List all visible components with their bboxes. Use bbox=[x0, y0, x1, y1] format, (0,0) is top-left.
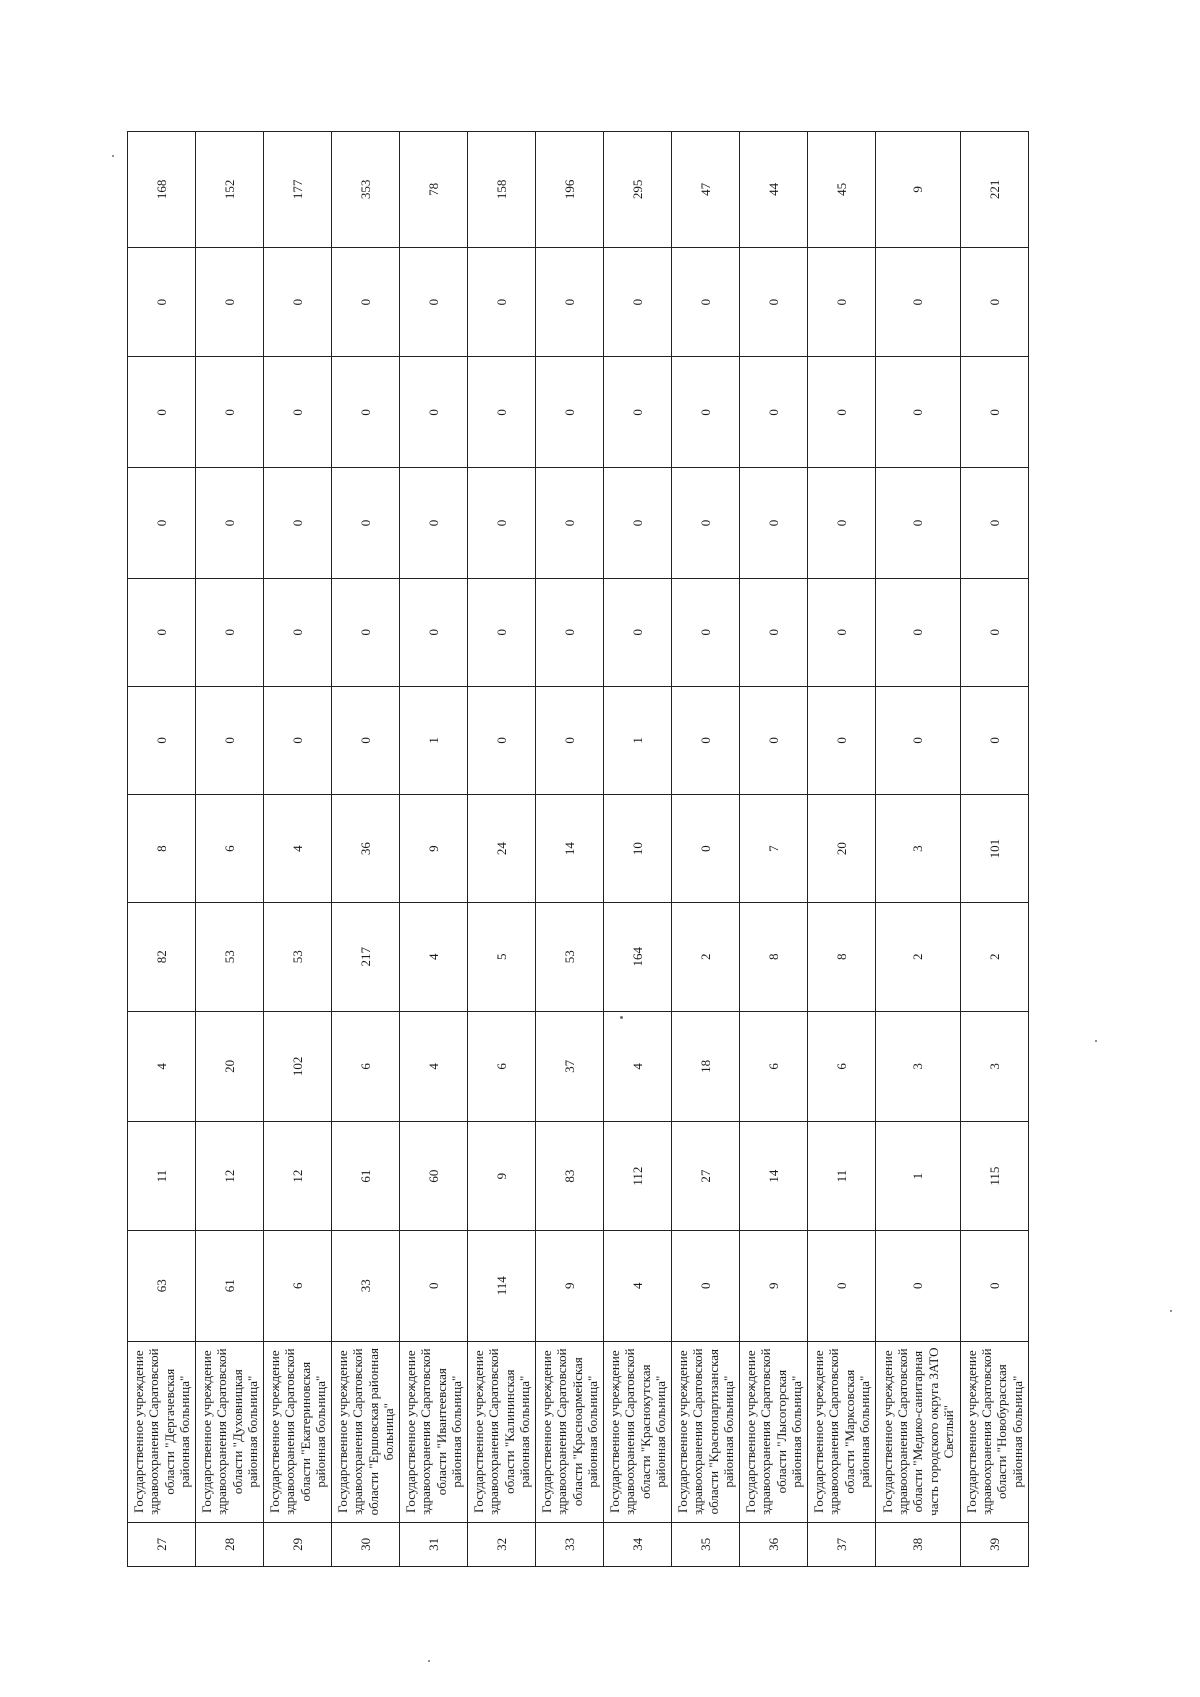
row-number-cell: 36 bbox=[740, 1522, 808, 1566]
row-number-cell: 32 bbox=[468, 1522, 536, 1566]
value-cell: 0 bbox=[876, 468, 961, 579]
value-cell: 0 bbox=[808, 686, 876, 795]
institution-name-cell: Государственное учреждение здравоохранения Саратовской области "Ивантеевская районная больница" bbox=[400, 1341, 468, 1522]
value-cell: 115 bbox=[960, 1122, 1028, 1231]
value-cell: 33 bbox=[332, 1230, 400, 1341]
institution-name-cell: Государственное учреждение здравоохранения Саратовской области "Новобурасская районная больница" bbox=[960, 1341, 1028, 1522]
value-cell: 0 bbox=[808, 1230, 876, 1341]
total-cell: 47 bbox=[672, 132, 740, 248]
row-number-cell: 38 bbox=[876, 1522, 961, 1566]
value-cell: 0 bbox=[332, 357, 400, 468]
row-number-cell: 27 bbox=[128, 1522, 196, 1566]
rotated-scanned-page bbox=[127, 131, 1029, 1567]
institution-name-cell: Государственное учреждение здравоохранения Саратовской области "Ершовская районная больница" bbox=[332, 1341, 400, 1522]
value-cell: 4 bbox=[128, 1011, 196, 1122]
table-row bbox=[264, 132, 332, 1567]
value-cell: 0 bbox=[672, 686, 740, 795]
value-cell: 0 bbox=[128, 247, 196, 357]
value-cell: 9 bbox=[468, 1122, 536, 1231]
value-cell: 0 bbox=[400, 247, 468, 357]
institution-name-cell: Государственное учреждение здравоохранения Саратовской области "Медико-санитарная часть городского округа ЗАТО Светлый" bbox=[876, 1341, 961, 1522]
value-cell: 60 bbox=[400, 1122, 468, 1231]
value-cell: 4 bbox=[264, 795, 332, 903]
value-cell: 0 bbox=[196, 468, 264, 579]
value-cell: 11 bbox=[808, 1122, 876, 1231]
value-cell: 164 bbox=[604, 902, 672, 1011]
row-number-cell: 28 bbox=[196, 1522, 264, 1566]
value-cell: 0 bbox=[876, 247, 961, 357]
value-cell: 0 bbox=[332, 578, 400, 686]
value-cell: 9 bbox=[400, 795, 468, 903]
value-cell: 0 bbox=[960, 1230, 1028, 1341]
value-cell: 2 bbox=[672, 902, 740, 1011]
value-cell: 53 bbox=[264, 902, 332, 1011]
value-cell: 0 bbox=[468, 357, 536, 468]
total-cell: 152 bbox=[196, 132, 264, 248]
value-cell: 6 bbox=[264, 1230, 332, 1341]
value-cell: 27 bbox=[672, 1122, 740, 1231]
value-cell: 2 bbox=[960, 902, 1028, 1011]
value-cell: 24 bbox=[468, 795, 536, 903]
value-cell: 0 bbox=[468, 247, 536, 357]
value-cell: 9 bbox=[536, 1230, 604, 1341]
value-cell: 4 bbox=[400, 902, 468, 1011]
value-cell: 10 bbox=[604, 795, 672, 903]
value-cell: 0 bbox=[604, 247, 672, 357]
value-cell: 83 bbox=[536, 1122, 604, 1231]
table-row bbox=[400, 132, 468, 1567]
value-cell: 0 bbox=[264, 468, 332, 579]
value-cell: 0 bbox=[808, 357, 876, 468]
value-cell: 12 bbox=[264, 1122, 332, 1231]
value-cell: 8 bbox=[128, 795, 196, 903]
value-cell: 1 bbox=[876, 1122, 961, 1231]
value-cell: 0 bbox=[400, 578, 468, 686]
value-cell: 0 bbox=[536, 686, 604, 795]
value-cell: 0 bbox=[740, 247, 808, 357]
total-cell: 78 bbox=[400, 132, 468, 248]
value-cell: 6 bbox=[196, 795, 264, 903]
scan-speck bbox=[112, 155, 114, 157]
institution-name-cell: Государственное учреждение здравоохранения Саратовской области "Лысогорская районная больница" bbox=[740, 1341, 808, 1522]
value-cell: 53 bbox=[536, 902, 604, 1011]
total-cell: 295 bbox=[604, 132, 672, 248]
institution-name-cell: Государственное учреждение здравоохранения Саратовской области "Краснокутская районная больница" bbox=[604, 1341, 672, 1522]
value-cell: 0 bbox=[960, 686, 1028, 795]
value-cell: 0 bbox=[128, 686, 196, 795]
value-cell: 6 bbox=[332, 1011, 400, 1122]
table-row bbox=[960, 132, 1028, 1567]
value-cell: 6 bbox=[808, 1011, 876, 1122]
total-cell: 353 bbox=[332, 132, 400, 248]
value-cell: 4 bbox=[604, 1230, 672, 1341]
value-cell: 0 bbox=[264, 686, 332, 795]
total-cell: 177 bbox=[264, 132, 332, 248]
scan-speck bbox=[1095, 1040, 1097, 1042]
value-cell: 5 bbox=[468, 902, 536, 1011]
scan-speck bbox=[1170, 1310, 1172, 1312]
value-cell: 0 bbox=[196, 247, 264, 357]
value-cell: 0 bbox=[740, 468, 808, 579]
value-cell: 0 bbox=[960, 357, 1028, 468]
value-cell: 0 bbox=[400, 1230, 468, 1341]
value-cell: 0 bbox=[536, 357, 604, 468]
value-cell: 217 bbox=[332, 902, 400, 1011]
value-cell: 82 bbox=[128, 902, 196, 1011]
row-number-cell: 39 bbox=[960, 1522, 1028, 1566]
value-cell: 18 bbox=[672, 1011, 740, 1122]
value-cell: 0 bbox=[400, 468, 468, 579]
table-row bbox=[672, 132, 740, 1567]
value-cell: 0 bbox=[960, 468, 1028, 579]
value-cell: 0 bbox=[332, 247, 400, 357]
value-cell: 0 bbox=[672, 357, 740, 468]
value-cell: 0 bbox=[876, 357, 961, 468]
row-number-cell: 37 bbox=[808, 1522, 876, 1566]
value-cell: 0 bbox=[960, 247, 1028, 357]
value-cell: 3 bbox=[876, 1011, 961, 1122]
value-cell: 2 bbox=[876, 902, 961, 1011]
value-cell: 0 bbox=[808, 578, 876, 686]
value-cell: 63 bbox=[128, 1230, 196, 1341]
total-cell: 196 bbox=[536, 132, 604, 248]
value-cell: 0 bbox=[960, 578, 1028, 686]
value-cell: 0 bbox=[468, 468, 536, 579]
institution-name-cell: Государственное учреждение здравоохранения Саратовской области "Краснопартизанская районная больница" bbox=[672, 1341, 740, 1522]
value-cell: 0 bbox=[740, 578, 808, 686]
table-row bbox=[536, 132, 604, 1567]
value-cell: 0 bbox=[808, 468, 876, 579]
value-cell: 0 bbox=[196, 578, 264, 686]
value-cell: 1 bbox=[400, 686, 468, 795]
row-number-cell: 29 bbox=[264, 1522, 332, 1566]
value-cell: 0 bbox=[264, 357, 332, 468]
row-number-cell: 30 bbox=[332, 1522, 400, 1566]
value-cell: 0 bbox=[128, 578, 196, 686]
value-cell: 14 bbox=[536, 795, 604, 903]
value-cell: 9 bbox=[740, 1230, 808, 1341]
total-cell: 168 bbox=[128, 132, 196, 248]
row-number-cell: 34 bbox=[604, 1522, 672, 1566]
institution-name-cell: Государственное учреждение здравоохранения Саратовской области "Духовницкая районная больница" bbox=[196, 1341, 264, 1522]
total-cell: 158 bbox=[468, 132, 536, 248]
table-row bbox=[196, 132, 264, 1567]
value-cell: 37 bbox=[536, 1011, 604, 1122]
scan-speck bbox=[620, 1016, 623, 1019]
value-cell: 0 bbox=[332, 468, 400, 579]
value-cell: 0 bbox=[876, 686, 961, 795]
row-number-cell: 31 bbox=[400, 1522, 468, 1566]
value-cell: 0 bbox=[876, 1230, 961, 1341]
value-cell: 102 bbox=[264, 1011, 332, 1122]
value-cell: 53 bbox=[196, 902, 264, 1011]
scan-speck bbox=[428, 1660, 430, 1662]
table-row bbox=[876, 132, 961, 1567]
value-cell: 0 bbox=[604, 357, 672, 468]
value-cell: 11 bbox=[128, 1122, 196, 1231]
value-cell: 8 bbox=[808, 902, 876, 1011]
table-row bbox=[808, 132, 876, 1567]
institution-name-cell: Государственное учреждение здравоохранения Саратовской области "Марксовская районная больница" bbox=[808, 1341, 876, 1522]
value-cell: 61 bbox=[196, 1230, 264, 1341]
value-cell: 12 bbox=[196, 1122, 264, 1231]
value-cell: 0 bbox=[332, 686, 400, 795]
table-row bbox=[604, 132, 672, 1567]
institution-name-cell: Государственное учреждение здравоохранения Саратовской области "Красноармейская районная больница" bbox=[536, 1341, 604, 1522]
value-cell: 0 bbox=[536, 468, 604, 579]
table-body bbox=[128, 132, 1029, 1567]
value-cell: 0 bbox=[536, 578, 604, 686]
value-cell: 4 bbox=[400, 1011, 468, 1122]
value-cell: 6 bbox=[740, 1011, 808, 1122]
table-row bbox=[740, 132, 808, 1567]
value-cell: 0 bbox=[604, 468, 672, 579]
row-number-cell: 35 bbox=[672, 1522, 740, 1566]
value-cell: 0 bbox=[264, 247, 332, 357]
value-cell: 0 bbox=[468, 686, 536, 795]
value-cell: 0 bbox=[740, 357, 808, 468]
value-cell: 20 bbox=[196, 1011, 264, 1122]
value-cell: 3 bbox=[876, 795, 961, 903]
value-cell: 114 bbox=[468, 1230, 536, 1341]
value-cell: 0 bbox=[196, 686, 264, 795]
total-cell: 45 bbox=[808, 132, 876, 248]
value-cell: 0 bbox=[196, 357, 264, 468]
value-cell: 0 bbox=[808, 247, 876, 357]
value-cell: 0 bbox=[672, 247, 740, 357]
value-cell: 61 bbox=[332, 1122, 400, 1231]
value-cell: 8 bbox=[740, 902, 808, 1011]
total-cell: 9 bbox=[876, 132, 961, 248]
total-cell: 221 bbox=[960, 132, 1028, 248]
value-cell: 0 bbox=[672, 1230, 740, 1341]
value-cell: 7 bbox=[740, 795, 808, 903]
table-row bbox=[468, 132, 536, 1567]
value-cell: 0 bbox=[672, 578, 740, 686]
institution-name-cell: Государственное учреждение здравоохранения Саратовской области "Калининская районная больница" bbox=[468, 1341, 536, 1522]
value-cell: 101 bbox=[960, 795, 1028, 903]
value-cell: 112 bbox=[604, 1122, 672, 1231]
value-cell: 0 bbox=[264, 578, 332, 686]
value-cell: 0 bbox=[604, 578, 672, 686]
value-cell: 20 bbox=[808, 795, 876, 903]
value-cell: 0 bbox=[536, 247, 604, 357]
value-cell: 0 bbox=[468, 578, 536, 686]
value-cell: 36 bbox=[332, 795, 400, 903]
value-cell: 0 bbox=[128, 357, 196, 468]
value-cell: 0 bbox=[740, 686, 808, 795]
hospital-data-table bbox=[127, 131, 1029, 1567]
value-cell: 0 bbox=[672, 795, 740, 903]
value-cell: 0 bbox=[876, 578, 961, 686]
row-number-cell: 33 bbox=[536, 1522, 604, 1566]
value-cell: 4 bbox=[604, 1011, 672, 1122]
value-cell: 6 bbox=[468, 1011, 536, 1122]
institution-name-cell: Государственное учреждение здравоохранения Саратовской области "Екатериновская районная больница" bbox=[264, 1341, 332, 1522]
value-cell: 0 bbox=[672, 468, 740, 579]
table-row bbox=[332, 132, 400, 1567]
value-cell: 3 bbox=[960, 1011, 1028, 1122]
total-cell: 44 bbox=[740, 132, 808, 248]
institution-name-cell: Государственное учреждение здравоохранения Саратовской области "Дергачевская районная больница" bbox=[128, 1341, 196, 1522]
value-cell: 14 bbox=[740, 1122, 808, 1231]
value-cell: 0 bbox=[128, 468, 196, 579]
value-cell: 0 bbox=[400, 357, 468, 468]
value-cell: 1 bbox=[604, 686, 672, 795]
table-row bbox=[128, 132, 196, 1567]
